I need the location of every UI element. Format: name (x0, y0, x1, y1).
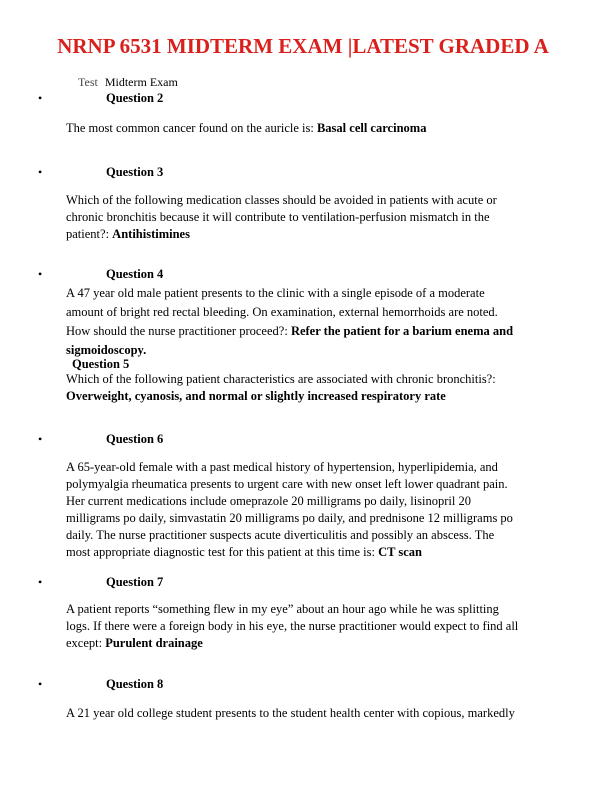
bullet: • (38, 432, 43, 446)
document-title: NRNP 6531 MIDTERM EXAM |LATEST GRADED A (57, 34, 549, 58)
question-heading: Question 3 (106, 165, 164, 179)
test-info (78, 74, 178, 91)
question-text: Which of the following patient characteristics are associated with chronic bronchitis?: Overweight, cyanosis, and normal or slightly increased respiratory rate (66, 372, 496, 403)
question-text: Which of the following medication classes should be avoided in patients with acute or chronic bronchitis because it will contribute to ventilation-perfusion mismatch in the patient?: Antihistimines (66, 193, 497, 241)
question-heading: Question 2 (106, 91, 164, 105)
answer: Antihistimines (112, 227, 190, 241)
question-heading: Question 5 (72, 357, 130, 371)
answer: CT scan (378, 545, 422, 559)
test-value: Midterm Exam (104, 75, 178, 89)
answer: Overweight, cyanosis, and normal or slightly increased respiratory rate (66, 389, 446, 403)
answer: Refer the patient for a barium enema and sigmoidoscopy. (66, 324, 514, 357)
question-text: A 47 year old male patient presents to the clinic with a single episode of a moderate amount of bright red rectal bleeding. On examination, external hemorrhoids are noted. How should the nurse practitioner proceed?: Refer the patient for a barium enema and sigmoidoscopy. (66, 286, 514, 357)
question-text: The most common cancer found on the auricle is: Basal cell carcinoma (66, 121, 427, 135)
question-heading: Question 7 (106, 575, 164, 589)
answer: Purulent drainage (105, 636, 203, 650)
answer: Basal cell carcinoma (316, 121, 427, 135)
bullet: • (38, 165, 43, 179)
question-text: A patient reports “something flew in my eye” about an hour ago while he was splitting logs. If there were a foreign body in his eye, the nurse practitioner would expect to find all except: Purulent drainage (66, 602, 519, 650)
test-label: Test (78, 75, 98, 89)
question-text: A 21 year old college student presents to the student health center with copious, markedly (66, 706, 515, 720)
bullet: • (38, 575, 43, 589)
bullet: • (38, 267, 43, 281)
bullet: • (38, 91, 43, 105)
bullet: • (38, 677, 43, 691)
question-text: A 65-year-old female with a past medical history of hypertension, hyperlipidemia, and polymyalgia rheumatica presents to urgent care with new onset left lower quadrant pain. Her current medications include omeprazole 20 milligrams po daily, lisinopril 20 milligrams po daily, simvastatin 20 milligrams po daily, and prednisone 12 milligrams po daily. The nurse practitioner suspects acute diverticulitis and possibly an abscess. The most appropriate diagnostic test for this patient at this time is: CT scan (66, 460, 513, 559)
question-heading: Question 8 (106, 677, 164, 691)
question-heading: Question 4 (106, 267, 164, 281)
question-heading: Question 6 (106, 432, 164, 446)
